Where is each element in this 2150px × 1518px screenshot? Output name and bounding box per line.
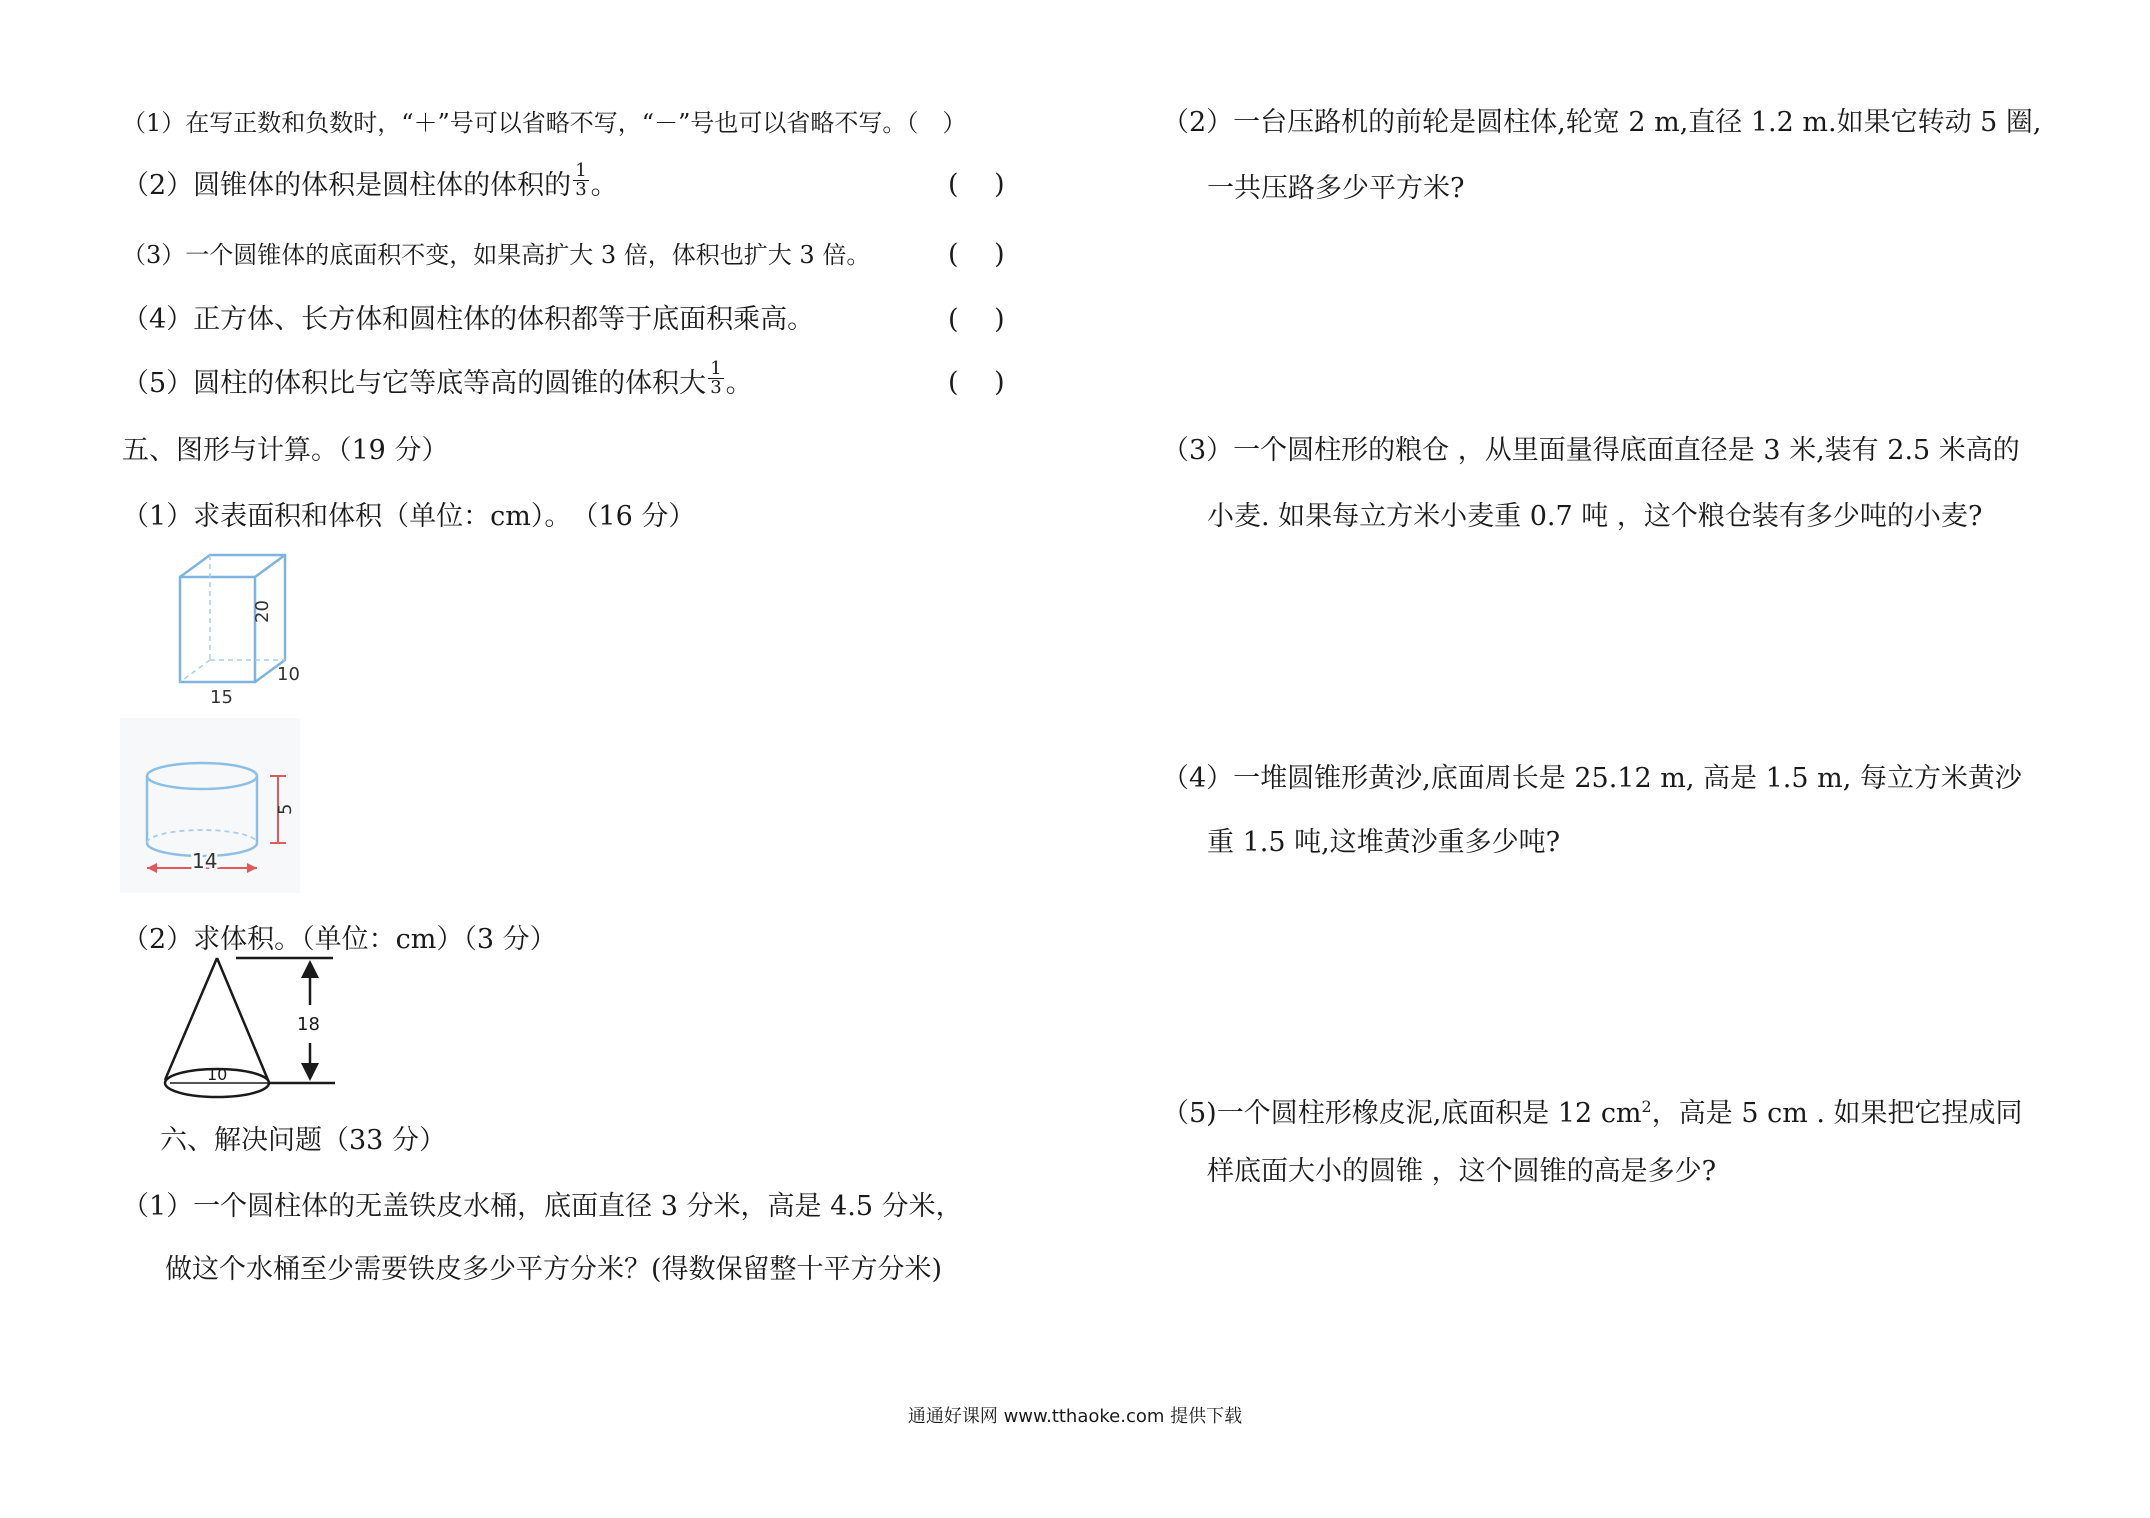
tf-question-2 xyxy=(122,160,618,205)
fraction-numerator: 1 xyxy=(710,358,722,379)
cylinder-diameter-label: 14 xyxy=(192,849,218,873)
section-5-part-2: （2）求体积。（单位：cm）（3 分） xyxy=(122,924,557,955)
fraction-numerator: 1 xyxy=(575,160,587,181)
right-q4-line2: 重 1.5 吨,这堆黄沙重多少吨? xyxy=(1207,827,1561,858)
right-q4-line1: （4）一堆圆锥形黄沙,底面周长是 25.12 m, 高是 1.5 m, 每立方米黄沙 xyxy=(1162,763,2022,794)
tf-question-1: （1）在写正数和负数时，“＋”号可以省略不写，“－”号也可以省略不写。（ ） xyxy=(122,109,967,137)
cuboid-width-label: 15 xyxy=(210,687,233,708)
answer-paren-3[interactable]: ( ) xyxy=(948,239,1005,270)
section-6-q1-line2: 做这个水桶至少需要铁皮多少平方分米？(得数保留整十平方分米) xyxy=(165,1254,943,1285)
section-6-q1-line1: （1）一个圆柱体的无盖铁皮水桶，底面直径 3 分米，高是 4.5 分米， xyxy=(122,1191,963,1222)
tf-question-2-end: 。 xyxy=(590,170,618,201)
answer-paren-2[interactable]: ( ) xyxy=(948,169,1005,200)
tf-question-5 xyxy=(122,358,753,403)
tf-question-5-text: （5）圆柱的体积比与它等底等高的圆锥的体积大 xyxy=(122,368,707,399)
fraction-one-third xyxy=(573,162,588,199)
section-5-part-1: （1）求表面积和体积（单位：cm）。 （16 分） xyxy=(122,501,696,532)
cylinder-height-label: 5 xyxy=(275,803,296,815)
tf-question-2-text: （2）圆锥体的体积是圆柱体的体积的 xyxy=(122,170,572,201)
right-q2-line2: 一共压路多少平方米? xyxy=(1207,173,1465,204)
cuboid-depth-label: 10 xyxy=(277,664,300,685)
right-q5-line2: 样底面大小的圆锥 ，这个圆锥的高是多少? xyxy=(1207,1156,1717,1187)
tf-question-5-end: 。 xyxy=(725,368,753,399)
right-q3-line2: 小麦. 如果每立方米小麦重 0.7 吨 ，这个粮仓装有多少吨的小麦? xyxy=(1207,501,1983,532)
superscript-two: 2 xyxy=(1641,1097,1652,1116)
answer-paren-4[interactable]: ( ) xyxy=(948,304,1005,335)
cuboid-figure xyxy=(160,545,320,715)
cone-figure xyxy=(150,950,350,1110)
section-6-title: 六、解决问题（33 分） xyxy=(160,1125,446,1156)
cuboid-height-label: 20 xyxy=(252,600,273,623)
right-q2-line1: （2）一台压路机的前轮是圆柱体,轮宽 2 m,直径 1.2 m.如果它转动 5 圈, xyxy=(1162,107,2042,138)
fraction-one-third xyxy=(708,360,723,397)
fraction-denominator: 3 xyxy=(575,179,587,200)
tf-question-3: （3）一个圆锥体的底面积不变，如果高扩大 3 倍，体积也扩大 3 倍。 xyxy=(122,241,871,269)
right-q5-text-end: ，高是 5 cm . 如果把它捏成同 xyxy=(1651,1098,2023,1129)
section-5-title: 五、图形与计算。（19 分） xyxy=(122,435,449,466)
right-q5-text: （5)一个圆柱形橡皮泥,底面积是 12 cm xyxy=(1162,1098,1642,1129)
tf-question-4: （4）正方体、长方体和圆柱体的体积都等于底面积乘高。 xyxy=(122,304,815,335)
cone-height-label: 18 xyxy=(297,1014,320,1035)
fraction-denominator: 3 xyxy=(710,377,722,398)
right-q5-line1 xyxy=(1162,1090,2023,1131)
right-q3-line1: （3）一个圆柱形的粮仓 ，从里面量得底面直径是 3 米,装有 2.5 米高的 xyxy=(1162,435,2020,466)
footer-credit: 通通好课网 www.tthaoke.com 提供下载 xyxy=(907,1406,1243,1427)
answer-paren-5[interactable]: ( ) xyxy=(948,367,1005,398)
cylinder-figure xyxy=(120,718,300,893)
cone-diameter-label: 10 xyxy=(207,1065,228,1084)
